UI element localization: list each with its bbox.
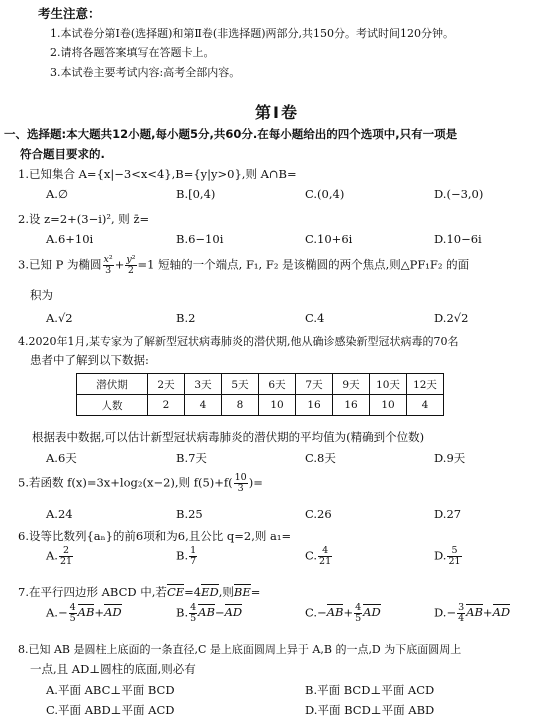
table-cell: 2 [148,395,185,416]
question-2-stem: 2.设 z=2+(3−i)², 则 z̄= [18,212,150,226]
q6-c-num: 4 [318,546,332,557]
q4-option-d: D.9天 [434,451,466,465]
q8-option-b: B.平面 BCD⊥平面 ACD [305,683,435,697]
q7-c-den: 5 [355,612,362,624]
q6-d-num: 5 [447,546,461,557]
q1-option-d: D.(−3,0) [434,187,484,201]
q7-a-den: 5 [69,612,76,624]
q2-option-a: A.6+10i [46,232,94,246]
q3-option-d: D.2√2 [434,311,469,325]
q6-option-a-label: A. [46,548,58,563]
table-cell: 10 [259,395,296,416]
q4-option-b: B.7天 [176,451,207,465]
q6-option-d [434,546,463,567]
q6-option-c-label: C. [305,548,318,563]
table-row-counts [77,395,444,416]
q3-stem-a: 3.已知 P 为椭圆 [18,257,102,272]
ellipse-term-y: $\frac{\text{y²}}{2}$ [126,254,136,276]
q5-option-a: A.24 [46,507,73,521]
q7-b-vec1: AB [198,605,215,620]
table-cell: 5天 [222,374,259,395]
q7-a-vec1: AB [77,605,95,620]
table-cell: 6天 [259,374,296,395]
q7-b-op: − [214,605,225,620]
table-row-label: 人数 [77,395,148,416]
table-cell: 8 [222,395,259,416]
q3-option-b: B.2 [176,311,196,325]
table-cell: 4 [185,395,222,416]
question-5-stem [18,473,263,494]
q3-stem-line2: 积为 [30,288,53,302]
q7-d-num: 3 [458,602,465,613]
vector-be: BE [233,585,251,599]
table-cell: 7天 [296,374,333,395]
q7-c-vec2: AD [363,605,381,620]
q6-d-den: 21 [448,555,461,567]
table-cell: 9天 [333,374,370,395]
q8-option-d: D.平面 BCD⊥平面 ABD [305,703,435,717]
q6-option-c [305,546,333,567]
table-cell: 16 [333,395,370,416]
q7-b-vec2: AD [224,605,243,620]
q7-option-b [176,603,242,624]
q7-b-frac [189,603,197,624]
incubation-table [76,373,444,416]
section-heading-cont: 符合题目要求的. [20,147,105,161]
table-cell: 4 [407,395,444,416]
question-7-stem [18,584,260,600]
q7-d-vec2: AD [492,605,511,620]
q7-a-num: 4 [69,602,76,613]
q7-d-den: 4 [458,612,465,624]
q7-d-frac [457,603,465,624]
q3-stem-b: =1 短轴的一个端点, F₁, F₂ 是该椭圆的两个焦点,则△PF₁F₂ 的面 [137,257,470,272]
section-heading: 一、选择题:本大题共12小题,每小题5分,共60分.在每小题给出的四个选项中,只有一项是 [4,127,458,141]
q6-option-d-frac [447,546,461,567]
q7-d-vec1: AB [466,605,483,620]
q7-a-frac [69,603,77,624]
volume-title: 第Ⅰ卷 [255,103,299,122]
q4-stem-line2: 患者中了解到以下数据: [30,353,149,367]
q7-option-c [305,603,381,624]
q5-frac-num: 10 [234,472,247,483]
q7-a-vec2: AD [104,605,122,620]
q6-option-b [176,546,198,567]
q7-a-label: A.− [46,605,68,620]
q4-option-c: C.8天 [305,451,336,465]
q6-option-c-frac [318,546,332,567]
q7-d-label: D.− [434,605,457,620]
q6-option-b-label: B. [176,548,189,563]
q2-option-c: C.10+6i [305,232,353,246]
q6-option-a-frac [59,546,73,567]
q7-b-num: 4 [190,602,197,613]
notice-item-2: 2.请将各题答案填写在答题卡上。 [50,46,215,59]
q6-c-den: 21 [319,555,332,567]
q5-stem-b: )= [248,475,263,490]
q6-option-a [46,546,74,567]
notice-item-3: 3.本试卷主要考试内容:高考全部内容。 [50,66,241,79]
table-cell: 16 [296,395,333,416]
q8-stem-line2: 一点,且 AD⊥圆柱的底面,则必有 [30,662,196,676]
vector-ed: ED [201,585,219,599]
notice-title: 考生注意： [38,6,101,21]
q7-a-op: + [94,605,105,620]
q5-stem-a: 5.若函数 f(x)=3x+log₂(x−2),则 f(5)+f( [18,475,233,490]
q1-option-c: C.(0,4) [305,187,345,201]
q2-option-b: B.6−10i [176,232,224,246]
question-1-stem: 1.已知集合 A={x|−3<x<4},B={y|y>0},则 A∩B= [18,167,297,181]
q7-stem-b: =4 [184,585,202,599]
q7-stem-a: 7.在平行四边形 ABCD 中,若 [18,585,167,599]
q8-option-c: C.平面 ABD⊥平面 ACD [46,703,175,717]
q5-fraction [234,473,248,494]
ellipse-term-x: $\frac{\text{x²}}{3}$ [103,254,113,276]
q7-c-op: + [343,605,354,620]
q7-d-op: + [482,605,493,620]
q7-c-frac [354,603,362,624]
q3-option-a: A.√2 [46,311,73,325]
q4-question: 根据表中数据,可以估计新型冠状病毒肺炎的潜伏期的平均值为(精确到个位数) [32,430,425,444]
q6-option-b-frac [189,546,197,567]
q7-b-label: B. [176,605,189,620]
q5-option-d: D.27 [434,507,462,521]
table-cell: 12天 [407,374,444,395]
table-header-label: 潜伏期 [77,374,148,395]
q7-option-a [46,603,122,624]
question-3-stem: 3.已知 P 为椭圆 $\frac{\text{x²}}{3}$ + $\frac{\text{y²}}{2}$ =1 短轴的一个端点, F₁, F₂ 是该椭圆的两个焦点,则△PF₁F₂ 的面 [18,254,470,276]
table-cell: 2天 [148,374,185,395]
q5-option-c: C.26 [305,507,332,521]
notice-item-1: 1.本试卷分第Ⅰ卷(选择题)和第Ⅱ卷(非选择题)两部分,共150分。考试时间120分钟。 [50,27,454,40]
q6-b-num: 1 [190,545,197,556]
q6-a-den: 21 [59,555,73,567]
q7-stem-d: = [250,585,261,599]
question-8-stem: 8.已知 AB 是圆柱上底面的一条直径,C 是上底面圆周上异于 A,B 的一点,D 为下底面圆周上 [18,643,462,656]
table-cell: 10天 [370,374,407,395]
q5-frac-den: 3 [237,482,244,494]
q6-a-num: 2 [59,546,73,557]
q7-option-d [434,603,510,624]
table-cell: 3天 [185,374,222,395]
table-cell: 10 [370,395,407,416]
q3-option-c: C.4 [305,311,325,325]
table-row-days [77,374,444,395]
q1-option-b: B.[0,4) [176,187,216,201]
q7-c-label: C.− [305,605,327,620]
q2-option-d: D.10−6i [434,232,482,246]
q5-option-b: B.25 [176,507,203,521]
q7-b-den: 5 [190,612,197,624]
q1-option-a: A.∅ [46,187,68,201]
q6-b-den: 7 [190,555,197,567]
q8-option-a: A.平面 ABC⊥平面 BCD [46,683,175,697]
q7-stem-c: ,则 [218,585,234,599]
q4-option-a: A.6天 [46,451,77,465]
vector-ce: CE [166,585,185,599]
question-4-stem: 4.2020年1月,某专家为了解新型冠状病毒肺炎的潜伏期,他从确诊感染新型冠状病毒的70名 [18,335,459,348]
q6-option-d-label: D. [434,548,447,563]
q7-c-vec0: AB [326,605,344,620]
q7-c-num: 4 [355,602,362,613]
question-6-stem: 6.设等比数列{aₙ}的前6项和为6,且公比 q=2,则 a₁= [18,529,292,543]
